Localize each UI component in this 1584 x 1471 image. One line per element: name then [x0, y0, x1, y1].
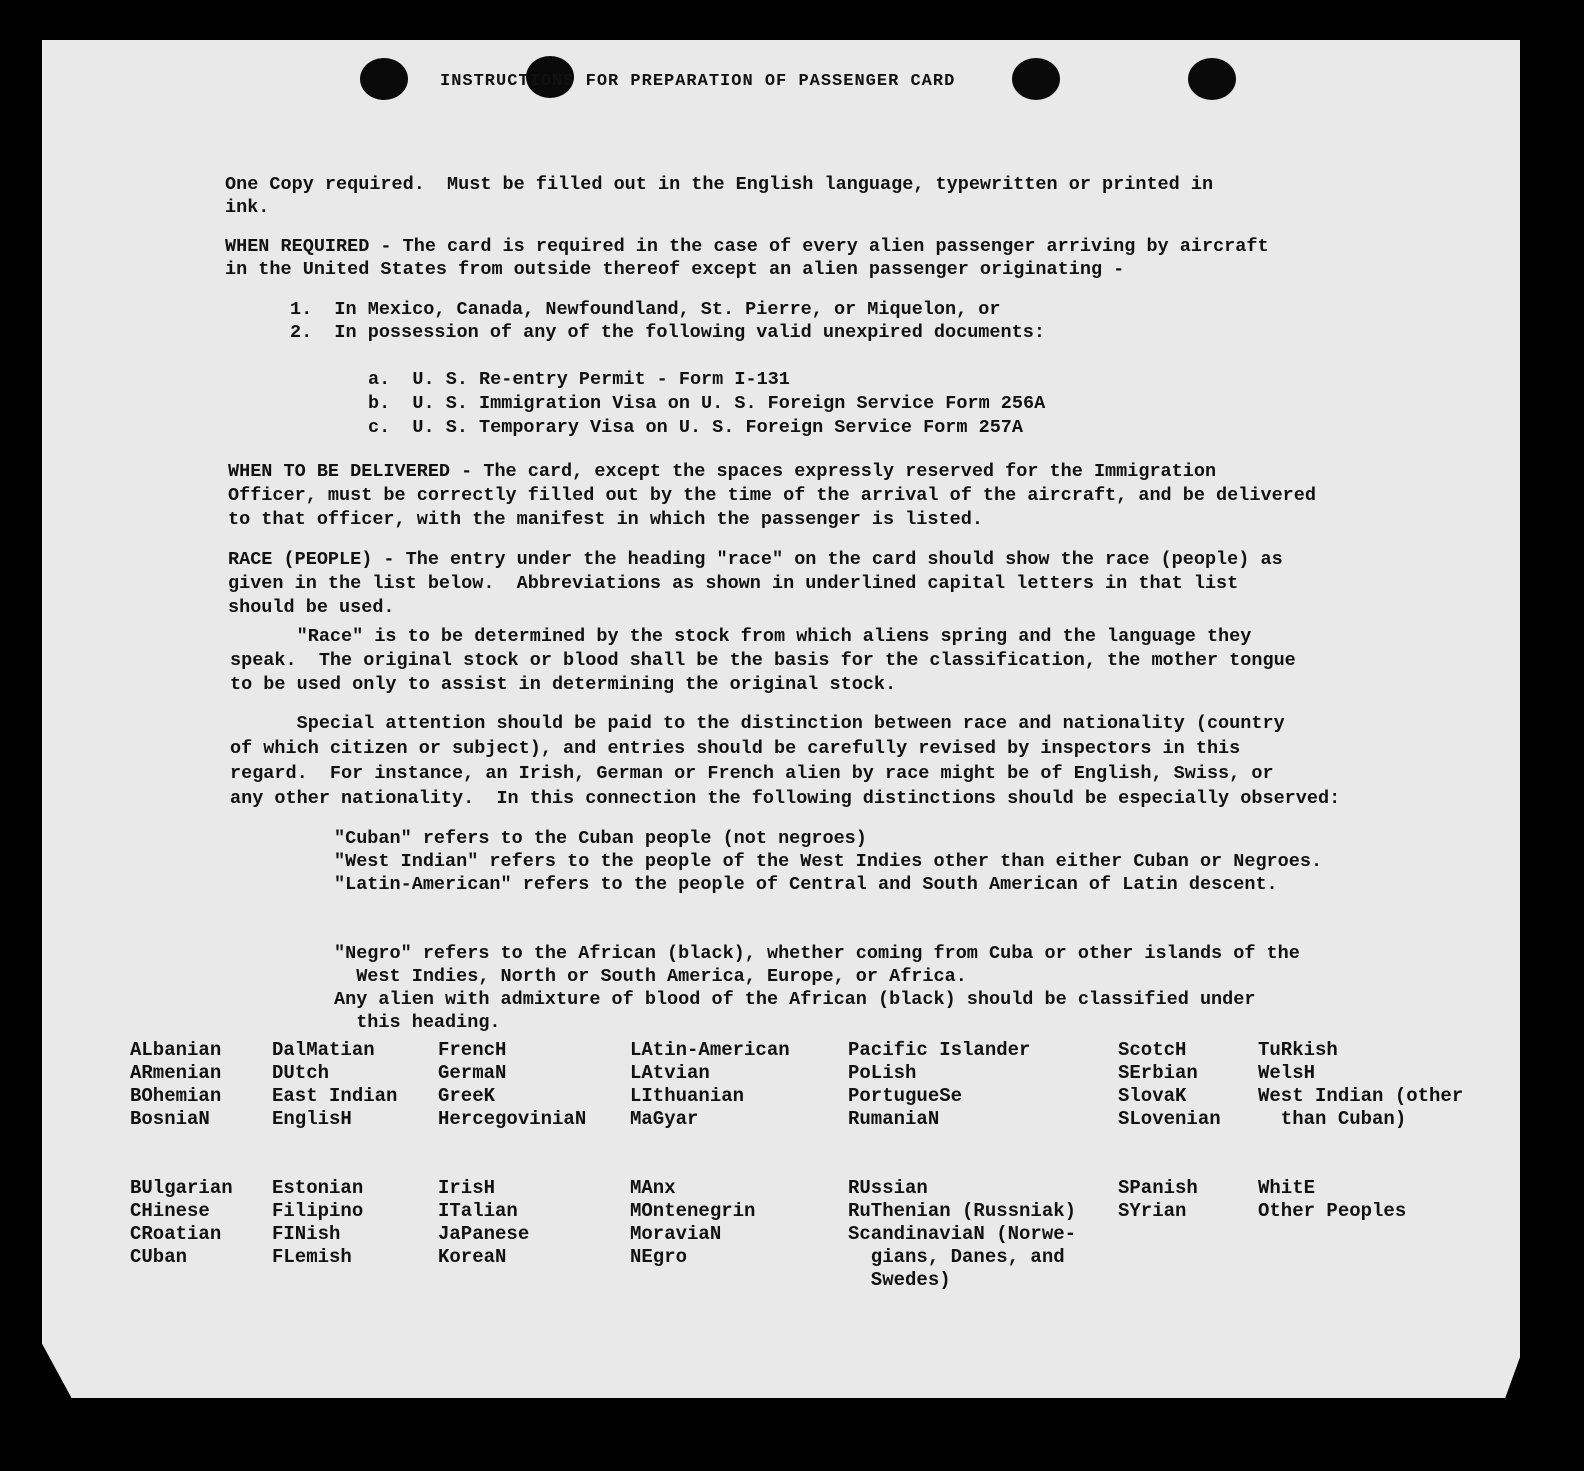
race-list-column: ScotcH SErbian SlovaK SLovenian SPanish SYrian: [1118, 1039, 1221, 1222]
race-list-column: LAtin-American LAtvian LIthuanian MaGyar MAnx MOntenegrin MoraviaN NEgro: [630, 1039, 790, 1268]
when-required-items: 1. In Mexico, Canada, Newfoundland, St. Pierre, or Miquelon, or 2. In possession of any of the following valid unexpired documents:: [290, 299, 1045, 343]
punch-hole: [1012, 58, 1060, 100]
when-required-section: WHEN REQUIRED - The card is required in the case of every alien passenger arriving by aircraft in the United States from outside thereof except an alien passenger originating -: [225, 236, 1269, 280]
race-list-column: TuRkish WelsH West Indian (other than Cuban) WhitE Other Peoples: [1258, 1039, 1464, 1222]
race-distinction-notes: "Cuban" refers to the Cuban people (not negroes) "West Indian" refers to the people of the West Indies other than either Cuban or Negroes. "Latin-American" refers to the people of Central and South American of Latin descent. "Negro" refers to the African (black), whether coming from Cuba or other islands of the West Indies, North or South America, Europe, or Africa. Any alien with admixture of blood of the African (black) should be classified under this heading.: [334, 828, 1323, 1033]
page-title: INSTRUCTIONS FOR PREPARATION OF PASSENGER CARD: [440, 72, 956, 91]
document-list: a. U. S. Re-entry Permit - Form I-131 b. U. S. Immigration Visa on U. S. Foreign Service Form 256A c. U. S. Temporary Visa on U. S. Foreign Service Form 257A: [368, 369, 1046, 438]
race-list-column: FrencH GermaN GreeK HercegoviniaN IrisH ITalian JaPanese KoreaN: [438, 1039, 587, 1268]
race-paragraph-2: "Race" is to be determined by the stock from which aliens spring and the language they speak. The original stock or blood shall be the basis for the classification, the mother tongue to be used only to assist in determining the original stock.: [230, 626, 1296, 695]
punch-hole: [360, 58, 408, 100]
intro: One Copy required. Must be filled out in the English language, typewritten or printed in ink.: [225, 174, 1214, 218]
race-list-column: Pacific Islander PoLish PortugueSe RumaniaN RUssian RuThenian (Russniak) ScandinaviaN (Norwe- gians, Danes, and Swedes): [848, 1039, 1077, 1291]
punch-hole: [1188, 58, 1236, 100]
race-paragraph-1: RACE (PEOPLE) - The entry under the heading "race" on the card should show the race (people) as given in the list below. Abbreviations as shown in underlined capital letters in that list should be used.: [228, 549, 1283, 618]
race-paragraph-3: Special attention should be paid to the distinction between race and nationality (country of which citizen or subject), and entries should be carefully revised by inspectors in this regard. For instance, an Irish, German or French alien by race might be of English, Swiss, or any other nationality. In this connection the following distinctions should be especially observed:: [230, 713, 1341, 809]
when-delivered-section: WHEN TO BE DELIVERED - The card, except the spaces expressly reserved for the Immigration Officer, must be correctly filled out by the time of the arrival of the aircraft, and be delivered to that officer, with the manifest in which the passenger is listed.: [228, 461, 1316, 530]
race-list-column: DalMatian DUtch East Indian EnglisH Estonian Filipino FINish FLemish: [272, 1039, 398, 1268]
race-list-column: ALbanian ARmenian BOhemian BosniaN BUlgarian CHinese CRoatian CUban: [130, 1039, 233, 1268]
